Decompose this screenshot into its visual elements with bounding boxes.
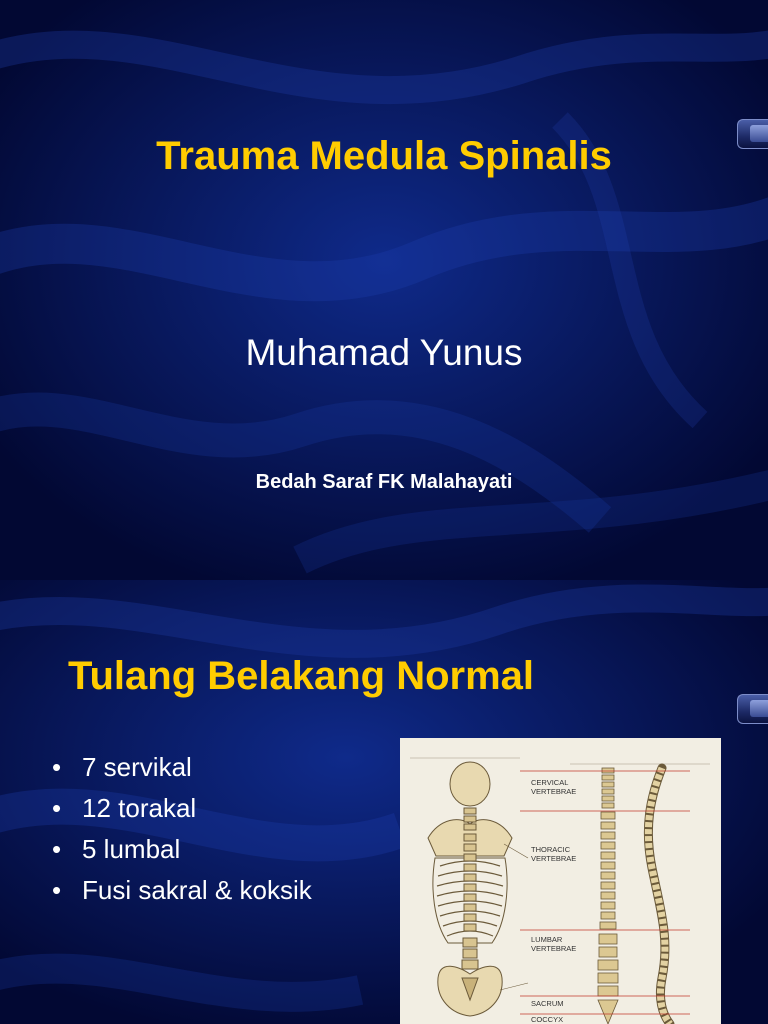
- slide-title: Tulang Belakang Normal: [68, 654, 535, 698]
- bullet-icon: •: [52, 752, 62, 782]
- label-sacrum: SACRUM: [531, 999, 564, 1008]
- label-thoracic: THORACIC VERTEBRAE: [531, 845, 577, 863]
- spine-lateral-view: [648, 768, 670, 1024]
- bullet-icon: •: [52, 875, 62, 905]
- content-slide: [0, 580, 768, 1024]
- bullet-item: • 5 lumbal: [52, 834, 181, 864]
- bullet-list: [52, 751, 312, 915]
- bullet-item: • 12 torakal: [52, 793, 197, 823]
- label-coccyx: COCCYX: [531, 1015, 564, 1024]
- author-name: Muhamad Yunus: [245, 332, 523, 373]
- bullet-icon: •: [52, 793, 62, 823]
- label-lumbar: LUMBAR VERTEBRAE: [531, 935, 577, 953]
- slide-nav-handle: [737, 694, 768, 724]
- spine-anterior-view: [598, 768, 618, 1024]
- slide-title: Trauma Medula Spinalis: [156, 134, 612, 178]
- label-cervical: CERVICAL VERTEBRAE: [531, 778, 577, 796]
- affiliation: Bedah Saraf FK Malahayati: [255, 471, 513, 493]
- spine-anatomy-figure: [400, 738, 721, 1024]
- bullet-item: • 7 servikal: [52, 752, 192, 782]
- bullet-icon: •: [52, 834, 62, 864]
- bullet-item: • Fusi sakral & koksik: [52, 875, 312, 905]
- skeleton-posterior-view: [428, 762, 512, 1016]
